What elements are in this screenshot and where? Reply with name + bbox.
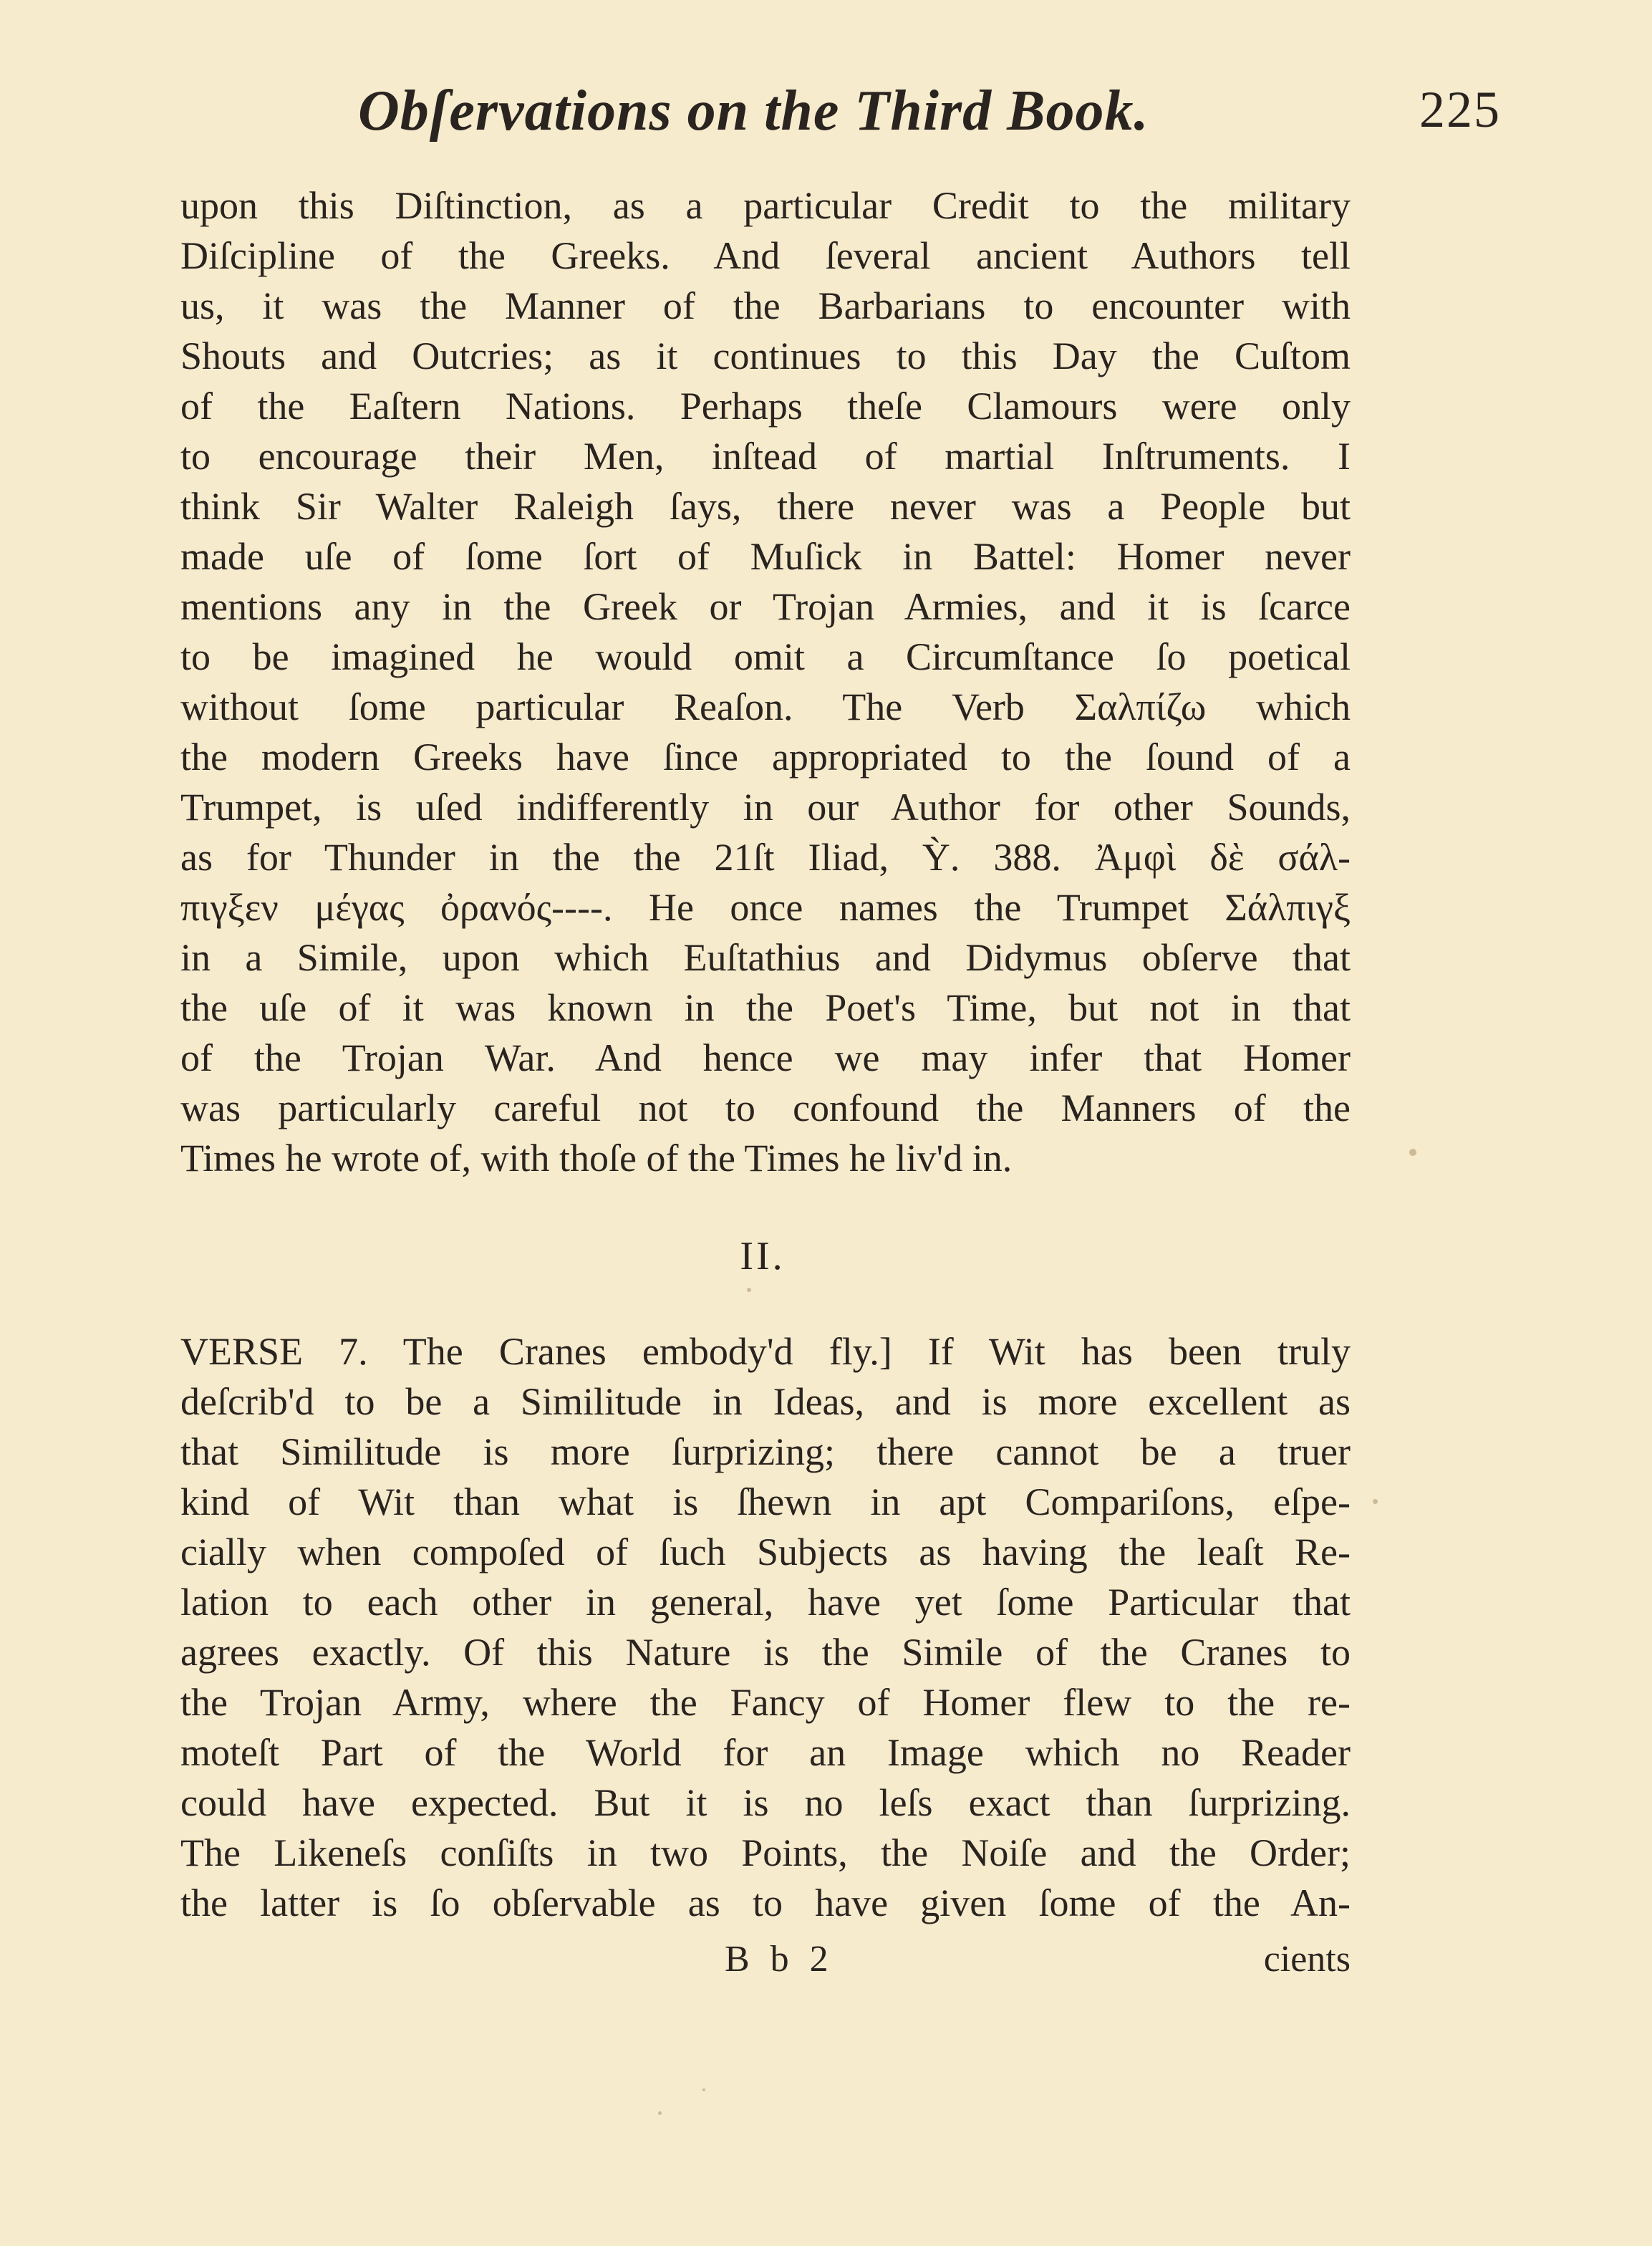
- text-line: was particularly careful not to confound the Manners of the: [180, 1086, 1351, 1129]
- paragraph-continuation: [180, 180, 1351, 1183]
- text-line: the latter is ſo obſervable as to have given ſome of the An-: [180, 1881, 1351, 1924]
- paper-speck: [747, 1288, 751, 1292]
- text-line: in a Simile, upon which Euſtathius and Didymus obſerve that: [180, 936, 1351, 979]
- text-line: us, it was the Manner of the Barbarians to encounter with: [180, 284, 1351, 327]
- text-line: lation to each other in general, have yet ſome Particular that: [180, 1581, 1351, 1624]
- catchword: cients: [1263, 1939, 1351, 1980]
- text-line: VERSE 7. The Cranes embody'd fly.] If Wit has been truly: [180, 1330, 1351, 1373]
- text-line: the uſe of it was known in the Poet's Time, but not in that: [180, 986, 1351, 1029]
- text-line: could have expected. But it is no leſs exact than ſurprizing.: [180, 1781, 1351, 1824]
- text-line: moteſt Part of the World for an Image which no Reader: [180, 1731, 1351, 1774]
- text-line: The Likeneſs conſiſts in two Points, the Noiſe and the Order;: [180, 1831, 1351, 1874]
- text-line: of the Trojan War. And hence we may infer that Homer: [180, 1036, 1351, 1079]
- page-footer: [180, 1938, 1351, 1988]
- paper-speck: [658, 2111, 662, 2115]
- text-line: Diſcipline of the Greeks. And ſeveral ancient Authors tell: [180, 234, 1351, 277]
- running-title: Obſervations on the Third Book.: [358, 79, 1149, 143]
- paragraph-verse-7: [180, 1326, 1351, 1928]
- text-line: Shouts and Outcries; as it continues to this Day the Cuſtom: [180, 334, 1351, 377]
- text-line: made uſe of ſome ſort of Muſick in Battel: Homer never: [180, 535, 1351, 578]
- text-line: πιγξεν μέγας ὀρανός----. He once names the Trumpet Σάλπιγξ: [180, 886, 1351, 929]
- text-line: the modern Greeks have ſince appropriated to the ſound of a: [180, 736, 1351, 779]
- text-line: to encourage their Men, inſtead of martial Inſtruments. I: [180, 435, 1351, 478]
- text-line: mentions any in the Greek or Trojan Armies, and it is ſcarce: [180, 585, 1351, 628]
- page-number: 225: [1419, 81, 1501, 138]
- text-line: upon this Diſtinction, as a particular Credit to the military: [180, 184, 1351, 227]
- text-line: Trumpet, is uſed indifferently in our Author for other Sounds,: [180, 786, 1351, 829]
- paper-speck: [1373, 1499, 1378, 1504]
- running-head: [0, 79, 1652, 158]
- text-line: to be imagined he would omit a Circumſtance ſo poetical: [180, 635, 1351, 678]
- text-line: kind of Wit than what is ſhewn in apt Compariſons, eſpe-: [180, 1480, 1351, 1523]
- section-number: II.: [740, 1234, 786, 1278]
- text-line: cially when compoſed of ſuch Subjects as having the leaſt Re-: [180, 1531, 1351, 1573]
- text-line: without ſome particular Reaſon. The Verb Σαλπίζω which: [180, 685, 1351, 728]
- text-line: that Similitude is more ſurprizing; there cannot be a truer: [180, 1430, 1351, 1473]
- text-line: the Trojan Army, where the Fancy of Homer flew to the re-: [180, 1681, 1351, 1724]
- text-line: agrees exactly. Of this Nature is the Simile of the Cranes to: [180, 1631, 1351, 1674]
- paper-speck: [1409, 1149, 1416, 1156]
- text-line: deſcrib'd to be a Similitude in Ideas, and is more excellent as: [180, 1380, 1351, 1423]
- text-line: think Sir Walter Raleigh ſays, there never was a People but: [180, 485, 1351, 528]
- paper-speck: [702, 2088, 705, 2091]
- signature-mark: B b 2: [725, 1939, 834, 1980]
- text-line: Times he wrote of, with thoſe of the Times he liv'd in.: [180, 1137, 1013, 1180]
- text-line: of the Eaſtern Nations. Perhaps theſe Clamours were only: [180, 385, 1351, 428]
- text-line: as for Thunder in the the 21ſt Iliad, Ỳ. 388. Ἀμφὶ δὲ σάλ-: [180, 836, 1351, 879]
